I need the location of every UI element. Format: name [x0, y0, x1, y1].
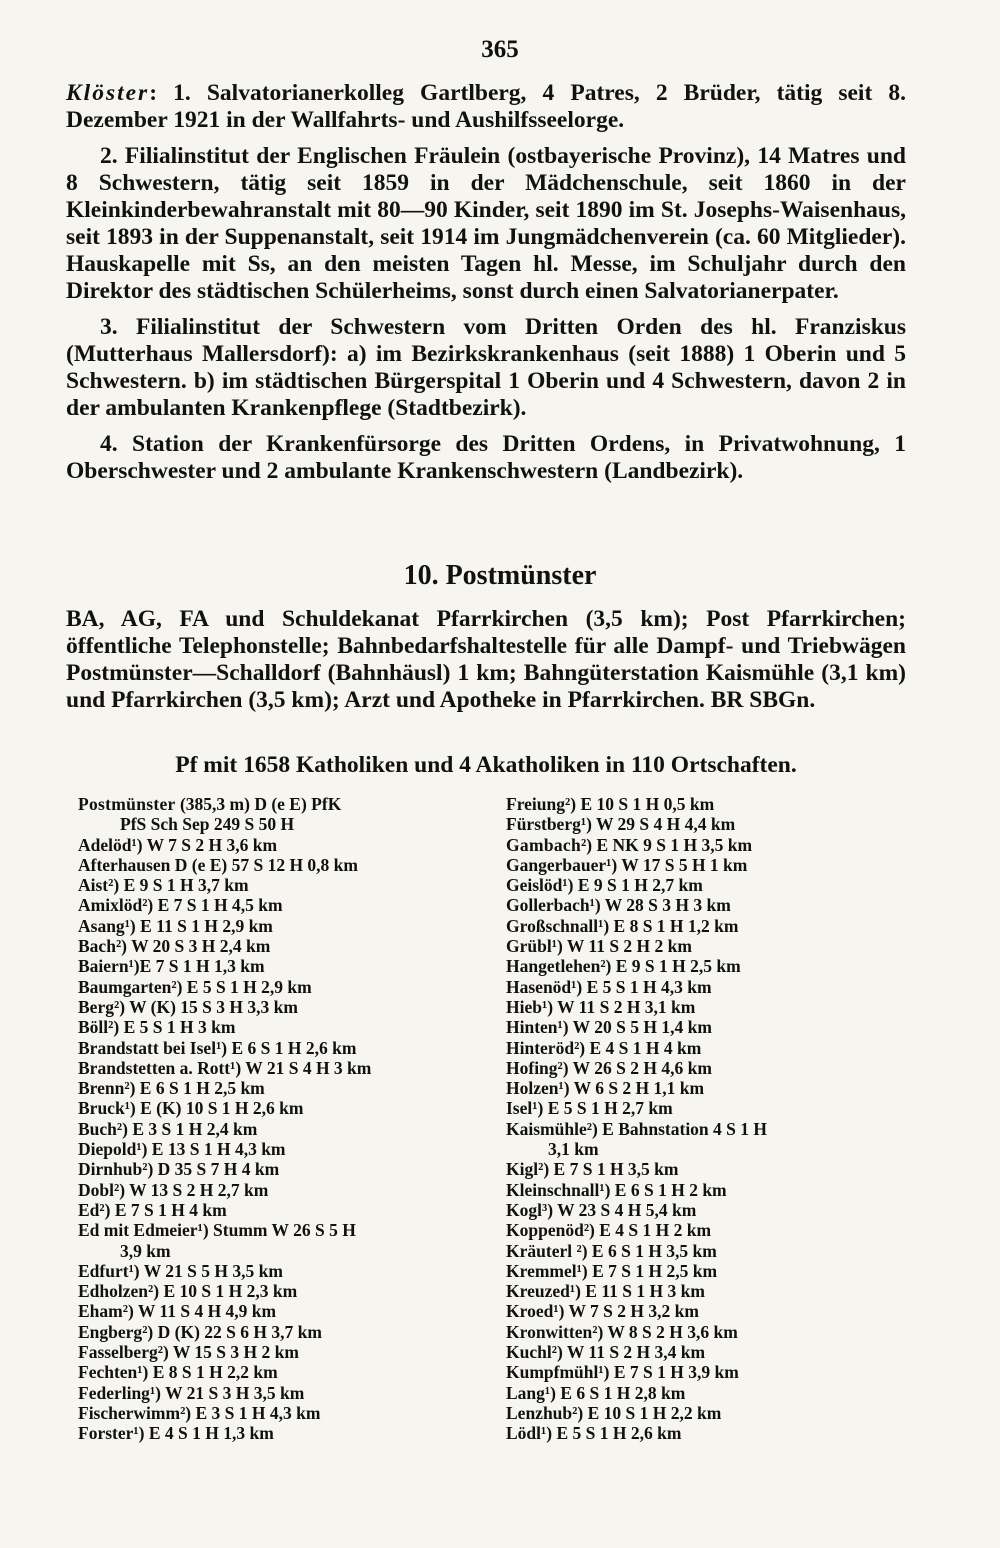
- locality-entry: [78, 1119, 518, 1139]
- locality-detail: ¹) E 13 S 1 H 4,3 km: [136, 1139, 286, 1160]
- locality-detail: ²) W (K) 15 S 3 H 3,3 km: [113, 996, 298, 1017]
- locality-detail: ¹) E 5 S 1 H 2,7 km: [532, 1098, 673, 1119]
- locality-name: Gambach: [506, 834, 582, 855]
- locality-name: Diepold: [78, 1139, 137, 1160]
- locality-detail: ¹) W 21 S 4 H 3 km: [230, 1057, 372, 1078]
- locality-name: Koppenöd: [506, 1220, 584, 1241]
- locality-name: Kremmel: [506, 1260, 577, 1281]
- locality-detail: ²) E 9 S 1 H 2,5 km: [600, 956, 741, 977]
- locality-entry: [506, 1119, 946, 1139]
- locality-entry: [78, 936, 518, 956]
- parish-summary: Pf mit 1658 Katholiken und 4 Akatholiken in 110 Ortschaften.: [175, 752, 797, 778]
- locality-detail: ²) D 35 S 7 H 4 km: [142, 1159, 280, 1180]
- locality-detail: ²) W 11 S 4 H 4,9 km: [122, 1301, 277, 1322]
- locality-detail: ²) E 6 S 1 H 3,5 km: [572, 1240, 717, 1261]
- locality-entry: [78, 1423, 518, 1443]
- locality-name: Amixlöd: [78, 895, 143, 916]
- locality-entry: [506, 1342, 946, 1362]
- locality-name: Großschnall: [506, 915, 599, 936]
- locality-detail: ¹) E 7 S 1 H 2,5 km: [576, 1260, 718, 1281]
- locality-name: Berg: [78, 996, 114, 1017]
- locality-detail: ¹) W 11 S 2 H 2 km: [551, 936, 692, 957]
- locality-name: Kronwitten: [506, 1321, 593, 1342]
- section-title: 10. Postmünster: [403, 560, 597, 591]
- locality-name: Ed: [78, 1199, 100, 1220]
- locality-entry: [506, 1098, 946, 1118]
- locality-name: Forster: [78, 1423, 134, 1444]
- locality-entry: [78, 997, 518, 1017]
- locality-entry: [78, 1301, 518, 1321]
- locality-entry: [78, 1159, 518, 1179]
- locality-name: Asang: [78, 915, 125, 936]
- locality-entry: [506, 956, 946, 976]
- locality-name: Hasenöd: [506, 976, 572, 997]
- locality-detail: ¹) E 9 S 1 H 2,7 km: [562, 875, 703, 896]
- locality-detail: ²) E 10 S 1 H 0,5 km: [565, 794, 715, 814]
- locality-name: Kleinschnall: [506, 1179, 600, 1200]
- locality-entry: [506, 855, 946, 875]
- locality-name: Gollerbach: [506, 895, 590, 916]
- parish-info-section: [66, 606, 906, 723]
- locality-entry: [78, 1200, 518, 1220]
- locality-entry: [506, 895, 946, 915]
- locality-detail: ²) E 6 S 1 H 2,5 km: [124, 1078, 265, 1099]
- locality-entry: [506, 1139, 946, 1159]
- locality-entry: [506, 1220, 946, 1240]
- locality-detail: D (e E) 57 S 12 H 0,8 km: [170, 854, 358, 875]
- locality-detail: ²) W 8 S 2 H 3,6 km: [592, 1321, 738, 1342]
- locality-entry: [506, 875, 946, 895]
- locality-name: Bach: [78, 936, 116, 957]
- locality-name: Brandstatt bei Isel: [78, 1037, 217, 1058]
- locality-name: Federling: [78, 1382, 150, 1403]
- locality-name: Fechten: [78, 1362, 138, 1383]
- locality-detail: ²) E 5 S 1 H 3 km: [108, 1017, 236, 1038]
- locality-detail: ¹) E 11 S 1 H 2,9 km: [124, 915, 273, 936]
- monastery-item-3: 3. Filialinstitut der Schwestern vom Dritten Orden des hl. Franziskus (Mutterhaus Mallersdorf): a) im Bezirkskrankenhaus (seit 1888) 1 Oberin und 5 Schwestern. b) im städtischen Bürgerspital 1 Oberin und 4 Schwestern, davon 2 in der ambulanten Krankenpflege (Stadtbezirk).: [66, 314, 906, 421]
- locality-name: Fürstberg: [506, 814, 581, 835]
- locality-entry: [78, 895, 518, 915]
- locality-name: Kumpfmühl: [506, 1362, 599, 1383]
- locality-entry: [506, 1301, 946, 1321]
- locality-detail: ³) W 23 S 4 H 5,4 km: [541, 1199, 697, 1220]
- locality-name: Baiern: [78, 956, 129, 977]
- locality-name: Holzen: [506, 1078, 559, 1099]
- locality-entry: [78, 1342, 518, 1362]
- locality-detail: ¹) W 11 S 2 H 3,1 km: [541, 996, 696, 1017]
- locality-entry: [78, 1078, 518, 1098]
- monasteries-label: Klöster: [66, 80, 150, 106]
- locality-name: Hangetlehen: [506, 956, 601, 977]
- locality-detail: ²) E NK 9 S 1 H 3,5 km: [581, 834, 753, 855]
- locality-entry: [506, 794, 946, 814]
- locality-entry: [506, 1017, 946, 1037]
- locality-detail: ²) E 7 S 1 H 3,5 km: [538, 1159, 679, 1180]
- locality-entry: [78, 956, 518, 976]
- locality-entry: [506, 1383, 946, 1403]
- locality-detail: ²) D (K) 22 S 6 H 3,7 km: [142, 1321, 322, 1342]
- locality-entry: [506, 977, 946, 997]
- locality-entry: [78, 1058, 518, 1078]
- page-number: 365: [481, 36, 519, 63]
- locality-detail: PfS Sch Sep 249 S 50 H: [120, 814, 295, 835]
- monastery-item-4: 4. Station der Krankenfürsorge des Dritten Ordens, in Privatwohnung, 1 Oberschwester und 2 ambulante Krankenschwestern (Landbezirk).: [66, 431, 906, 484]
- locality-detail: ¹) W 21 S 3 H 3,5 km: [149, 1382, 305, 1403]
- locality-entry: [78, 1362, 518, 1382]
- locality-name: Isel: [506, 1098, 533, 1119]
- locality-name: Ed mit Edmeier: [78, 1220, 198, 1241]
- locality-list-right: [506, 794, 946, 1444]
- locality-entry: [506, 1038, 946, 1058]
- locality-detail: ²) E 3 S 1 H 2,4 km: [116, 1118, 258, 1139]
- locality-entry: [506, 1362, 946, 1382]
- locality-entry: [78, 835, 518, 855]
- locality-entry: [506, 1180, 946, 1200]
- locality-detail: ²) E 7 S 1 H 4 km: [99, 1199, 227, 1220]
- monastery-item-1-text: : 1. Salvatorianerkolleg Gartlberg, 4 Patres, 2 Brüder, tätig seit 8. Dezember 1921 in der Wallfahrts- und Aushilfsseelorge.: [66, 80, 906, 133]
- locality-name: Hieb: [506, 996, 542, 1017]
- locality-entry: [78, 916, 518, 936]
- locality-entry: [78, 1322, 518, 1342]
- locality-name: Kroed: [506, 1301, 554, 1322]
- locality-entry: [78, 1139, 518, 1159]
- locality-name: Brandstetten a. Rott: [78, 1057, 231, 1078]
- locality-name: Engberg: [78, 1321, 143, 1342]
- locality-detail: ¹) E (K) 10 S 1 H 2,6 km: [124, 1098, 304, 1119]
- locality-detail: ¹) E 6 S 1 H 2 km: [599, 1179, 727, 1200]
- locality-detail: ¹) W 28 S 3 H 3 km: [589, 895, 731, 916]
- parish-info: BA, AG, FA und Schuldekanat Pfarrkirchen (3,5 km); Post Pfarrkirchen; öffentliche Telephonstelle; Bahnbedarfshaltestelle für alle Dampf- und Triebwägen Postmünster—Schalldorf (Bahnhäusl) 1 km; Bahngüterstation Kaismühle (3,1 km) und Pfarrkirchen (3,5 km); Arzt und Apotheke in Pfarrkirchen. BR SBGn.: [66, 606, 906, 713]
- locality-name: Kogl: [506, 1199, 542, 1220]
- locality-detail: ²) W 20 S 3 H 2,4 km: [115, 936, 271, 957]
- locality-entry: [78, 1383, 518, 1403]
- locality-name: Lenzhub: [506, 1402, 573, 1423]
- locality-detail: ¹) W 20 S 5 H 1,4 km: [557, 1017, 712, 1038]
- locality-entry: [506, 1200, 946, 1220]
- locality-entry: [506, 1322, 946, 1342]
- locality-entry: [78, 794, 518, 814]
- locality-detail: ¹) E 7 S 1 H 3,9 km: [598, 1362, 739, 1383]
- locality-detail: ¹) E 8 S 1 H 2,2 km: [137, 1362, 278, 1383]
- locality-name: Brenn: [78, 1078, 125, 1099]
- locality-entry: [506, 997, 946, 1017]
- locality-detail: ²) W 26 S 2 H 4,6 km: [557, 1057, 712, 1078]
- locality-detail: ²) E 5 S 1 H 2,9 km: [171, 976, 312, 997]
- locality-name: Hinten: [506, 1017, 558, 1038]
- locality-detail: ²) E 4 S 1 H 2 km: [583, 1220, 712, 1241]
- locality-name: Dobl: [78, 1179, 114, 1200]
- locality-name: Kreuzed: [506, 1281, 570, 1302]
- locality-name: Buch: [78, 1118, 117, 1139]
- locality-detail: ¹) W 7 S 2 H 3,6 km: [131, 834, 278, 855]
- locality-name: Dirnhub: [78, 1159, 143, 1180]
- locality-detail: ¹) W 29 S 4 H 4,4 km: [580, 814, 736, 835]
- locality-name: Geislöd: [506, 875, 563, 896]
- locality-entry: [506, 1423, 946, 1443]
- locality-name: Eham: [78, 1301, 123, 1322]
- locality-name: Böll: [78, 1017, 109, 1038]
- locality-entry: [506, 916, 946, 936]
- locality-detail: ¹) E 8 S 1 H 1,2 km: [598, 915, 739, 936]
- locality-detail: ¹) E 5 S 1 H 2,6 km: [541, 1423, 682, 1444]
- locality-detail: ²) E 10 S 1 H 2,3 km: [148, 1281, 298, 1302]
- locality-detail: ¹) E 5 S 1 H 4,3 km: [571, 976, 712, 997]
- locality-entry: [78, 1017, 518, 1037]
- locality-detail: ¹) W 21 S 5 H 3,5 km: [128, 1260, 283, 1281]
- locality-entry: [78, 1180, 518, 1200]
- locality-name: Edholzen: [78, 1281, 149, 1302]
- monastery-item-2: 2. Filialinstitut der Englischen Fräulein (ostbayerische Provinz), 14 Matres und 8 Schwestern, tätig seit 1859 in der Mädchenschule, seit 1860 in der Kleinkinderbewahranstalt mit 80—90 Kinder, seit 1890 im St. Josephs-Waisenhaus, seit 1893 in der Suppenanstalt, seit 1914 im Jungmädchenverein (ca. 60 Mitglieder). Hauskapelle mit Ss, an den meisten Tagen hl. Messe, im Schuljahr durch den Direktor des städtischen Schülerheims, sonst durch einen Salvatorianerpater.: [66, 143, 906, 304]
- locality-detail: (385,3 m) D (e E) PfK: [175, 794, 342, 814]
- locality-entry: [78, 1098, 518, 1118]
- locality-detail: ¹)E 7 S 1 H 1,3 km: [128, 956, 265, 977]
- locality-name: Postmünster: [78, 794, 176, 814]
- locality-detail: ²) E 9 S 1 H 3,7 km: [108, 875, 249, 896]
- locality-entry: [506, 1159, 946, 1179]
- locality-name: Lödl: [506, 1423, 542, 1444]
- locality-name: Freiung: [506, 794, 565, 814]
- locality-entry: [506, 1058, 946, 1078]
- locality-detail: ²) E 10 S 1 H 2,2 km: [572, 1402, 722, 1423]
- locality-entry: [506, 936, 946, 956]
- locality-entry: [78, 1261, 518, 1281]
- locality-detail: ²) W 13 S 2 H 2,7 km: [113, 1179, 269, 1200]
- locality-entry: [78, 855, 518, 875]
- locality-list-left: [78, 794, 518, 1444]
- locality-detail: ²) W 11 S 2 H 3,4 km: [551, 1342, 706, 1363]
- locality-detail: ¹) E 6 S 1 H 2,6 km: [216, 1037, 357, 1058]
- locality-detail: 3,1 km: [548, 1139, 599, 1160]
- locality-name: Kaismühle: [506, 1118, 587, 1139]
- locality-name: Fischerwimm: [78, 1402, 181, 1423]
- locality-detail: ¹) E 4 S 1 H 1,3 km: [133, 1423, 274, 1444]
- locality-entry: [506, 1281, 946, 1301]
- locality-detail: ²) E Bahnstation 4 S 1 H: [586, 1118, 768, 1139]
- locality-entry: [78, 1038, 518, 1058]
- locality-name: Aist: [78, 875, 109, 896]
- locality-detail: ²) E 7 S 1 H 4,5 km: [142, 895, 283, 916]
- locality-entry: [78, 875, 518, 895]
- locality-detail: ¹) Stumm W 26 S 5 H: [197, 1220, 356, 1241]
- locality-entry: [78, 977, 518, 997]
- locality-entry: [78, 1220, 518, 1240]
- locality-entry: [78, 814, 518, 834]
- locality-entry: [78, 1241, 518, 1261]
- locality-name: Grübl: [506, 936, 552, 957]
- locality-detail: ¹) W 6 S 2 H 1,1 km: [558, 1078, 705, 1099]
- locality-entry: [506, 1241, 946, 1261]
- locality-entry: [506, 1078, 946, 1098]
- locality-name: Hinteröd: [506, 1037, 575, 1058]
- locality-detail: ²) W 15 S 3 H 2 km: [157, 1342, 299, 1363]
- locality-name: Kuchl: [506, 1342, 552, 1363]
- locality-name: Afterhausen: [78, 854, 171, 875]
- locality-detail: ¹) W 7 S 2 H 3,2 km: [553, 1301, 699, 1322]
- locality-entry: [506, 814, 946, 834]
- locality-detail: ²) E 3 S 1 H 4,3 km: [180, 1402, 321, 1423]
- locality-name: Gangerbauer: [506, 854, 607, 875]
- locality-name: Edfurt: [78, 1260, 129, 1281]
- locality-entry: [506, 1261, 946, 1281]
- locality-entry: [78, 1281, 518, 1301]
- locality-entry: [506, 1403, 946, 1423]
- locality-entry: [506, 835, 946, 855]
- locality-name: Baumgarten: [78, 976, 172, 997]
- locality-entry: [78, 1403, 518, 1423]
- locality-name: Adelöd: [78, 834, 132, 855]
- locality-detail: ²) E 4 S 1 H 4 km: [574, 1037, 702, 1058]
- locality-name: Lang: [506, 1382, 545, 1403]
- locality-name: Kigl: [506, 1159, 539, 1180]
- locality-name: Kräuterl: [506, 1240, 573, 1261]
- locality-name: Fasselberg: [78, 1342, 158, 1363]
- locality-detail: 3,9 km: [120, 1240, 171, 1261]
- locality-name: Hofing: [506, 1057, 558, 1078]
- monastery-item-1: [66, 80, 906, 134]
- locality-name: Bruck: [78, 1098, 125, 1119]
- locality-detail: ¹) E 11 S 1 H 3 km: [569, 1281, 705, 1302]
- monasteries-section: [66, 80, 906, 494]
- locality-detail: ¹) W 17 S 5 H 1 km: [606, 854, 748, 875]
- locality-detail: ¹) E 6 S 1 H 2,8 km: [544, 1382, 686, 1403]
